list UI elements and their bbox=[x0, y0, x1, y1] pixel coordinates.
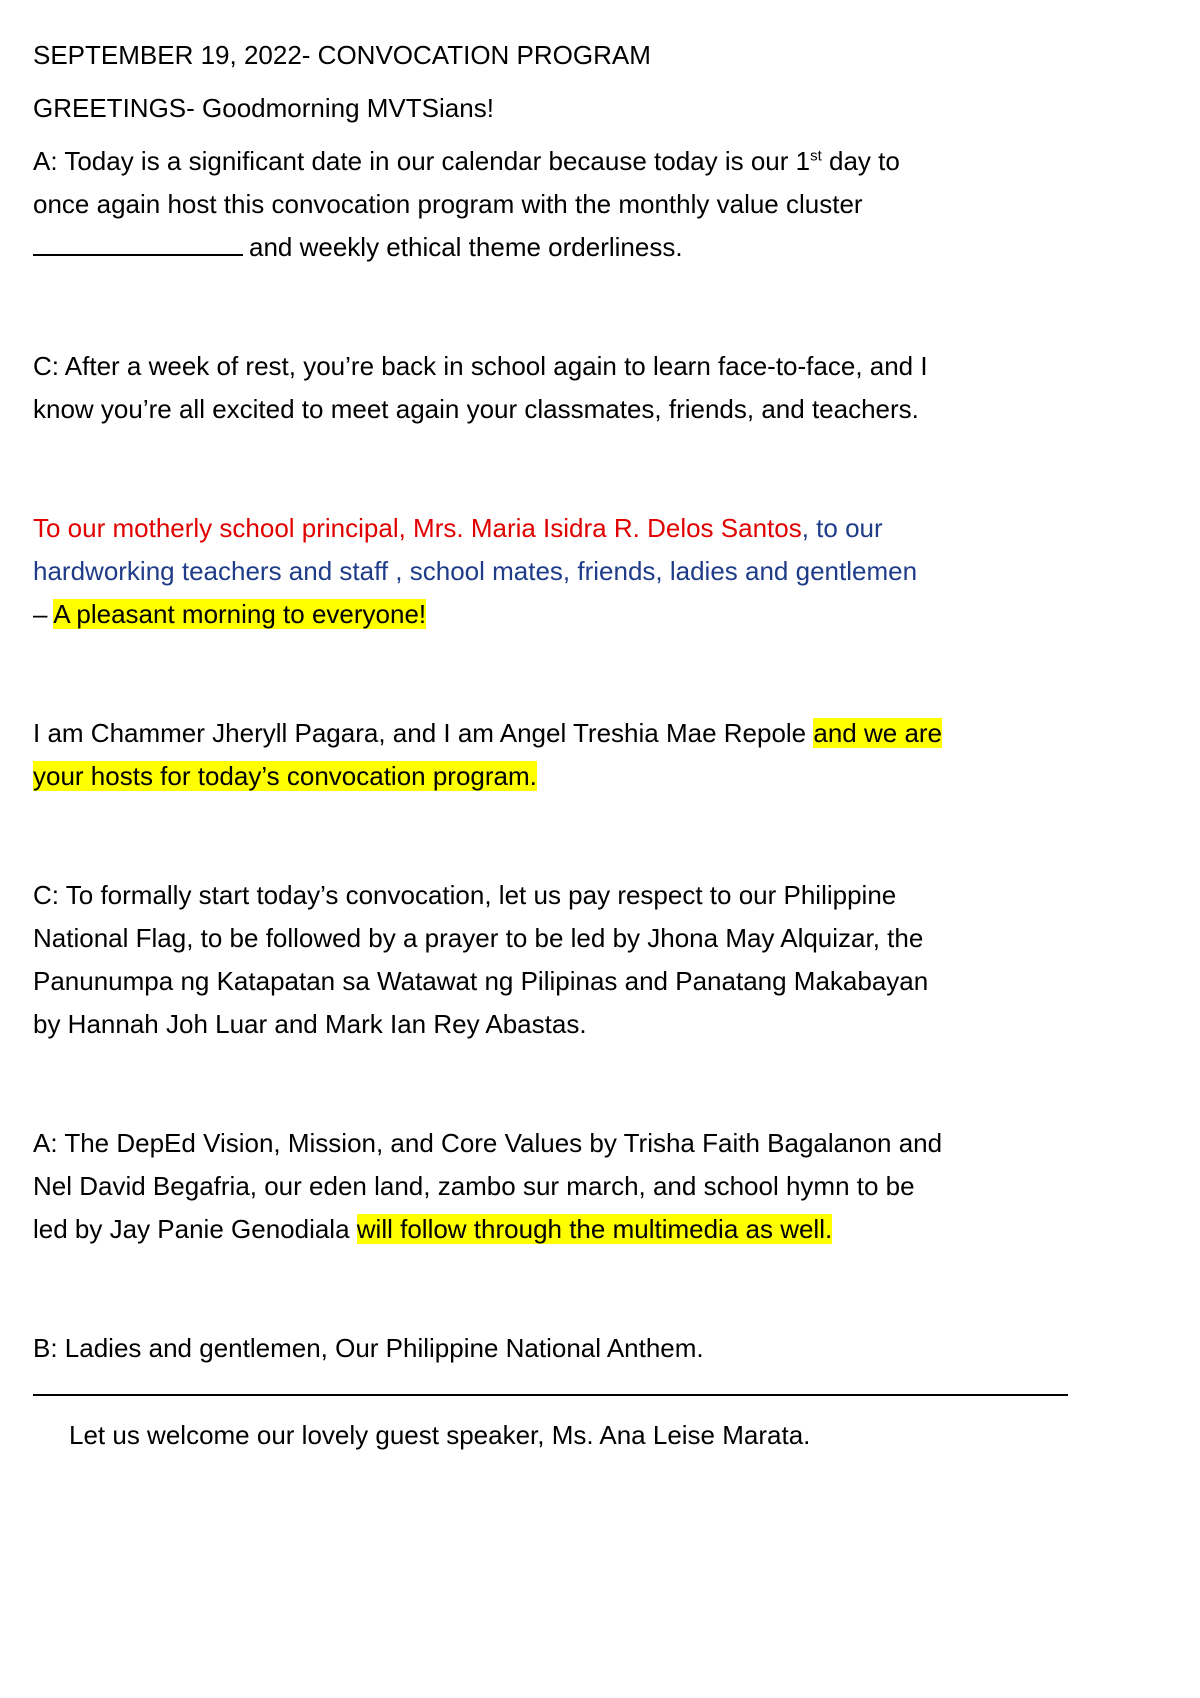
principal-greeting: To our motherly school principal, Mrs. Maria Isidra R. Delos Santos bbox=[33, 513, 802, 543]
closing-paragraph bbox=[33, 1414, 1200, 1457]
text-span: day to bbox=[821, 146, 900, 176]
paragraph-a1-line-2: once again host this convocation program with the monthly value cluster bbox=[33, 189, 863, 219]
paragraph-c2-line-1: C: To formally start today’s convocation, let us pay respect to our Philippine bbox=[33, 880, 897, 910]
paragraph-c2-line-3: Panunumpa ng Katapatan sa Watawat ng Pilipinas and Panatang Makabayan bbox=[33, 966, 929, 996]
paragraph-hosts-line-2 bbox=[33, 755, 1200, 798]
closing-line-1: Let us welcome our lovely guest speaker, Ms. Ana Leise Marata. bbox=[69, 1420, 811, 1450]
paragraph-a1-line-3 bbox=[33, 226, 1200, 269]
horizontal-divider bbox=[33, 1394, 1068, 1396]
paragraph-c2 bbox=[33, 874, 1200, 1046]
greetings-line: GREETINGS- Goodmorning MVTSians! bbox=[33, 93, 494, 123]
paragraph-greeting-line-2: hardworking teachers and staff , school mates, friends, ladies and gentlemen bbox=[33, 556, 918, 586]
paragraph-b1-line-1: B: Ladies and gentlemen, Our Philippine National Anthem. bbox=[33, 1333, 704, 1363]
paragraph-hosts bbox=[33, 712, 1200, 798]
highlighted-text: A pleasant morning to everyone! bbox=[53, 599, 427, 629]
paragraph-greeting-line-1 bbox=[33, 507, 1200, 550]
highlighted-text: and we are bbox=[813, 718, 943, 748]
paragraph-a1 bbox=[33, 140, 1200, 269]
text-span: I am Chammer Jheryll Pagara, and I am Angel Treshia Mae Repole bbox=[33, 718, 814, 748]
text-span: , to our bbox=[801, 513, 883, 543]
text-span: A: Today is a significant date in our calendar because today is our 1 bbox=[33, 146, 811, 176]
paragraph-c1-line-2: know you’re all excited to meet again your classmates, friends, and teachers. bbox=[33, 394, 919, 424]
paragraph-c1-line-1: C: After a week of rest, you’re back in school again to learn face-to-face, and I bbox=[33, 351, 928, 381]
document-title: SEPTEMBER 19, 2022- CONVOCATION PROGRAM bbox=[33, 40, 651, 70]
paragraph-c2-line-4: by Hannah Joh Luar and Mark Ian Rey Abastas. bbox=[33, 1009, 587, 1039]
fill-in-blank bbox=[33, 232, 243, 256]
paragraph-a2-line-1: A: The DepEd Vision, Mission, and Core Values by Trisha Faith Bagalanon and bbox=[33, 1128, 943, 1158]
text-span: and weekly ethical theme orderliness. bbox=[249, 232, 683, 262]
paragraph-a2-line-3 bbox=[33, 1208, 1200, 1251]
highlighted-text: your hosts for today’s convocation program. bbox=[33, 761, 537, 791]
paragraph-greeting-line-3 bbox=[33, 593, 1200, 636]
text-span: led by Jay Panie Genodiala bbox=[33, 1214, 357, 1244]
paragraph-greeting bbox=[33, 507, 1200, 636]
paragraph-a2-line-2: Nel David Begafria, our eden land, zambo sur march, and school hymn to be bbox=[33, 1171, 915, 1201]
highlighted-text: will follow through the multimedia as well. bbox=[356, 1214, 833, 1244]
paragraph-hosts-line-1 bbox=[33, 712, 1200, 755]
paragraph-a2 bbox=[33, 1122, 1200, 1251]
paragraph-c2-line-2: National Flag, to be followed by a prayer to be led by Jhona May Alquizar, the bbox=[33, 923, 924, 953]
superscript: st bbox=[810, 147, 822, 165]
paragraph-b1 bbox=[33, 1327, 1200, 1370]
paragraph-a1-line-1 bbox=[33, 140, 1200, 183]
paragraph-c1 bbox=[33, 345, 1200, 431]
text-span: – bbox=[33, 599, 54, 629]
